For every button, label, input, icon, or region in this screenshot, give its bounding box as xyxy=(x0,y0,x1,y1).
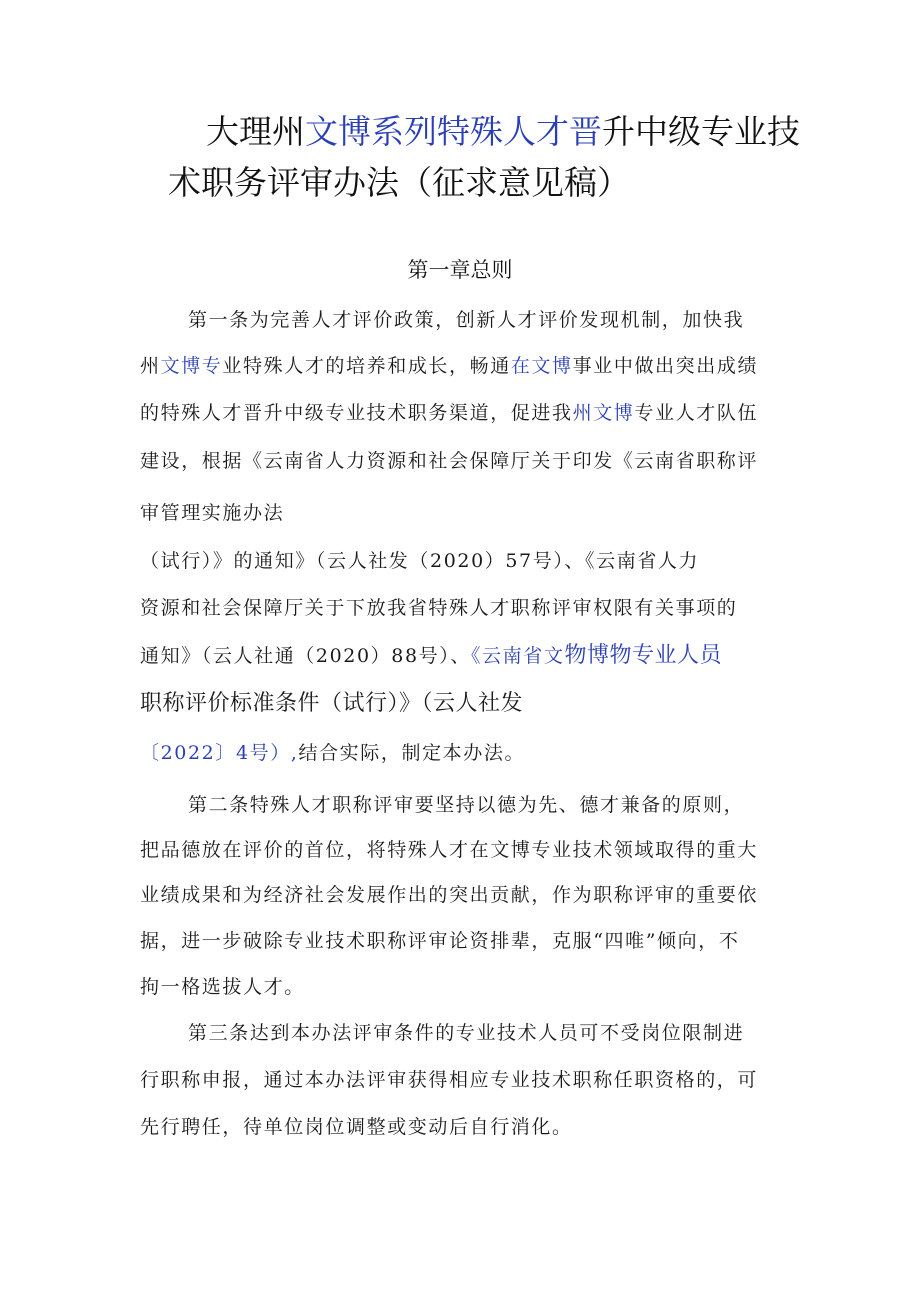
document-title-line-1 xyxy=(206,107,866,157)
text-segment-highlight: 物博物专业人员 xyxy=(564,643,722,668)
text-segment-highlight: 在文博 xyxy=(510,355,573,377)
text-segment: 的特殊人才晋升中级专业技术职务渠道，促进我 xyxy=(140,402,573,424)
article-2-line-3: 业绩成果和为经济社会发展作出的突出贡献，作为职称评审的重要依 xyxy=(140,884,759,906)
document-title-line-2: 术职务评审办法（征求意见稿） xyxy=(168,163,630,202)
text-segment-highlight: 《云南省文 xyxy=(470,645,565,667)
text-segment-highlight: 州文博 xyxy=(572,402,635,424)
article-3-line-2: 行职称申报，通过本办法评审获得相应专业技术职称任职资格的，可 xyxy=(140,1069,759,1091)
text-segment: 专业人才队伍 xyxy=(634,402,759,424)
title-segment: 升中级专业技 xyxy=(602,112,800,151)
title-segment-highlight: 文博系列特殊人才晋 xyxy=(305,112,602,151)
article-1-line-7: 资源和社会保障厅关于下放我省特殊人才职称评审权限有关事项的 xyxy=(140,597,738,619)
text-segment-highlight: 文博专 xyxy=(160,355,223,377)
article-1-line-3 xyxy=(140,395,758,431)
article-3-line-1: 第三条达到本办法评审条件的专业技术人员可不受岗位限制进 xyxy=(188,1022,745,1044)
article-1-line-10 xyxy=(140,735,525,771)
article-2-line-4: 据，进一步破除专业技术职称评审论资排辈，克服“四唯”倾向，不 xyxy=(140,930,740,952)
article-1-line-1: 第一条为完善人才评价政策，创新人才评价发现机制，加快我 xyxy=(188,309,745,331)
article-3-line-3: 先行聘任，待单位岗位调整或变动后自行消化。 xyxy=(140,1116,573,1138)
article-2-line-2: 把品德放在评价的首位，将特殊人才在文博专业技术领域取得的重大 xyxy=(140,839,759,861)
text-segment: 通知》（云人社通（2020）88号）、 xyxy=(140,645,471,667)
article-2-line-1: 第二条特殊人才职称评审要坚持以德为先、德才兼备的原则， xyxy=(188,794,745,816)
article-1-line-2 xyxy=(140,348,758,384)
article-1-line-6: （试行）》的通知》（云人社发（2020）57号）、《云南省人力 xyxy=(140,550,700,572)
article-1-line-5: 审管理实施办法 xyxy=(140,502,285,524)
text-segment: 事业中做出突出成绩 xyxy=(572,355,759,377)
article-1-line-8 xyxy=(140,638,722,674)
text-segment: 结合实际，制定本办法。 xyxy=(298,742,526,764)
article-1-line-4: 建设，根据《云南省人力资源和社会保障厅关于印发《云南省职称评 xyxy=(140,450,759,472)
article-1-line-9: 职称评价标准条件（试行）》（云人社发 xyxy=(140,691,524,716)
text-segment: 业特殊人才的培养和成长，畅通 xyxy=(222,355,511,377)
text-segment: 州 xyxy=(140,355,161,377)
text-segment-highlight: 〔2022〕4号）, xyxy=(140,742,299,764)
chapter-heading: 第一章总则 xyxy=(407,258,513,282)
title-segment: 大理州 xyxy=(206,112,305,151)
article-2-line-5: 拘一格选拔人才。 xyxy=(140,976,305,998)
